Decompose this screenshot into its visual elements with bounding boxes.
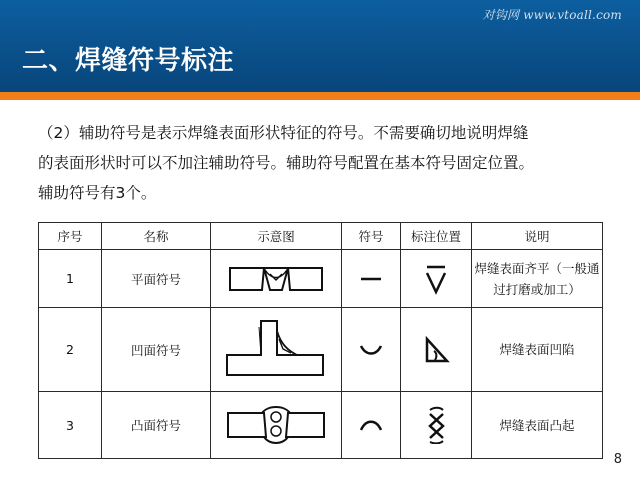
slide-title: 二、焊缝符号标注	[22, 46, 235, 76]
header-position: 标注位置	[401, 223, 472, 250]
row-desc: 焊缝表面凹陷	[472, 308, 603, 392]
watermark: 对钩网 www.vtoall.com	[482, 8, 622, 22]
concave-position-icon	[401, 308, 472, 392]
row-num: 2	[39, 308, 102, 392]
body-line-1: （2）辅助符号是表示焊缝表面形状特征的符号。不需要确切地说明焊缝	[38, 124, 529, 142]
convex-position-icon	[401, 392, 472, 459]
row-desc: 焊缝表面齐平（一般通过打磨或加工）	[472, 250, 603, 308]
row-name: 凸面符号	[102, 392, 211, 459]
header-diagram: 示意图	[211, 223, 342, 250]
slide-header	[0, 0, 640, 92]
concave-weld-diagram-icon	[211, 308, 342, 392]
header-desc: 说明	[472, 223, 603, 250]
accent-bar	[0, 92, 640, 100]
header-num: 序号	[39, 223, 102, 250]
row-name: 凹面符号	[102, 308, 211, 392]
row-num: 3	[39, 392, 102, 459]
row-desc: 焊缝表面凸起	[472, 392, 603, 459]
table-row	[39, 308, 603, 392]
convex-weld-diagram-icon	[211, 392, 342, 459]
table-header-row	[39, 223, 603, 250]
header-name: 名称	[102, 223, 211, 250]
table-row	[39, 392, 603, 459]
page-number: 8	[613, 452, 622, 467]
convex-symbol-icon	[342, 392, 401, 459]
body-line-2: 的表面形状时可以不加注辅助符号。辅助符号配置在基本符号固定位置。	[38, 154, 535, 172]
row-num: 1	[39, 250, 102, 308]
body-paragraph	[38, 118, 608, 208]
auxiliary-symbols-table	[38, 222, 603, 459]
flat-weld-diagram-icon	[211, 250, 342, 308]
table-row	[39, 250, 603, 308]
flat-symbol-icon	[342, 250, 401, 308]
concave-symbol-icon	[342, 308, 401, 392]
header-symbol: 符号	[342, 223, 401, 250]
row-name: 平面符号	[102, 250, 211, 308]
body-line-3: 辅助符号有3个。	[38, 184, 157, 202]
flat-position-icon	[401, 250, 472, 308]
